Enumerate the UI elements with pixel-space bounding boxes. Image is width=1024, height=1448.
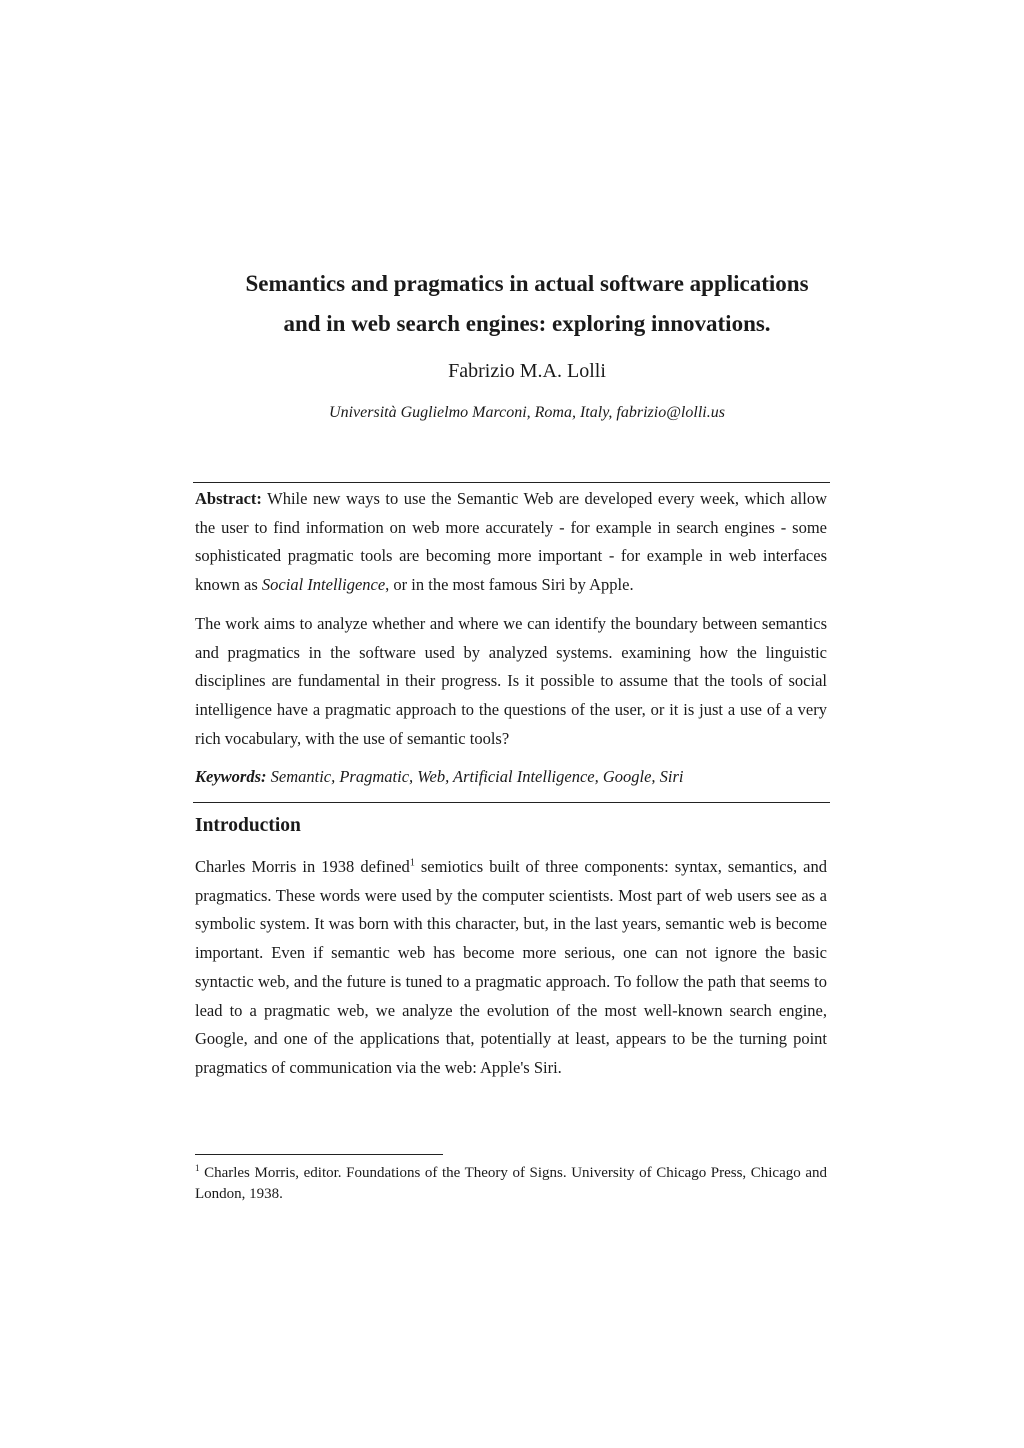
abstract-top-rule [193, 482, 830, 483]
keywords-label: Keywords: [195, 767, 267, 786]
abstract-paragraph [195, 485, 827, 600]
paper-title-line-1: Semantics and pragmatics in actual software applications [245, 271, 809, 296]
abstract-label: Abstract: [195, 489, 262, 508]
abstract-emphasis: Social Intelligence [261, 575, 386, 595]
paper-title [150, 264, 904, 344]
footnote-separator [195, 1154, 443, 1155]
abstract-text-after: , or in the most famous Siri by Apple. [385, 575, 634, 595]
footnote [195, 1163, 827, 1205]
introduction-text-after: semiotics built of three components: syntax, semantics, and pragmatics. These words were used by the computer scientists. Most part of web users see as a symbolic system. It was born with this character, but, in the last years, semantic web is become important. Even if semantic web has become more serious, one can not ignore the basic syntactic web, and the future is tuned to a pragmatic approach. To follow the path that seems to lead to a pragmatic web, we analyze the evolution of the most well-known search engine, Google, and one of the applications that, potentially at least, appears to be the turning point pragmatics of communication via the web: Apple's Siri. [195, 857, 827, 1077]
footnote-reference[interactable]: 1 [409, 857, 415, 869]
introduction-text-before: Charles Morris in 1938 defined [195, 857, 410, 876]
introduction-heading: Introduction [195, 815, 301, 836]
abstract-paragraph-2: The work aims to analyze whether and where we can identify the boundary between semantics and pragmatics in the software used by analyzed systems. examining how the linguistic disciplines are fundamental in their progress. Is it possible to assume that the tools of social intelligence have a pragmatic approach to the questions of the user, or it is just a use of a very rich vocabulary, with the use of semantic tools? [195, 614, 827, 748]
abstract-bottom-rule [193, 802, 830, 803]
author-affiliation: Università Guglielmo Marconi, Roma, Italy, fabrizio@lolli.us [329, 404, 725, 421]
footnote-text: Charles Morris, editor. Foundations of the Theory of Signs. University of Chicago Press, Chicago and London, 1938. [195, 1165, 827, 1202]
abstract-text-before: While new ways to use the Semantic Web are developed every week, which allow the user to find information on web more accurately - for example in search engines - some sophisticated pragmatic tools are becoming more important - for example in web interfaces known as [195, 489, 827, 595]
introduction-paragraph [195, 853, 827, 1083]
paper-title-line-2: and in web search engines: exploring innovations. [283, 311, 771, 336]
author-name: Fabrizio M.A. Lolli [448, 360, 606, 382]
keywords-line [195, 763, 827, 791]
keywords-text: Semantic, Pragmatic, Web, Artificial Intelligence, Google, Siri [266, 767, 684, 786]
footnote-number: 1 [195, 1163, 200, 1173]
